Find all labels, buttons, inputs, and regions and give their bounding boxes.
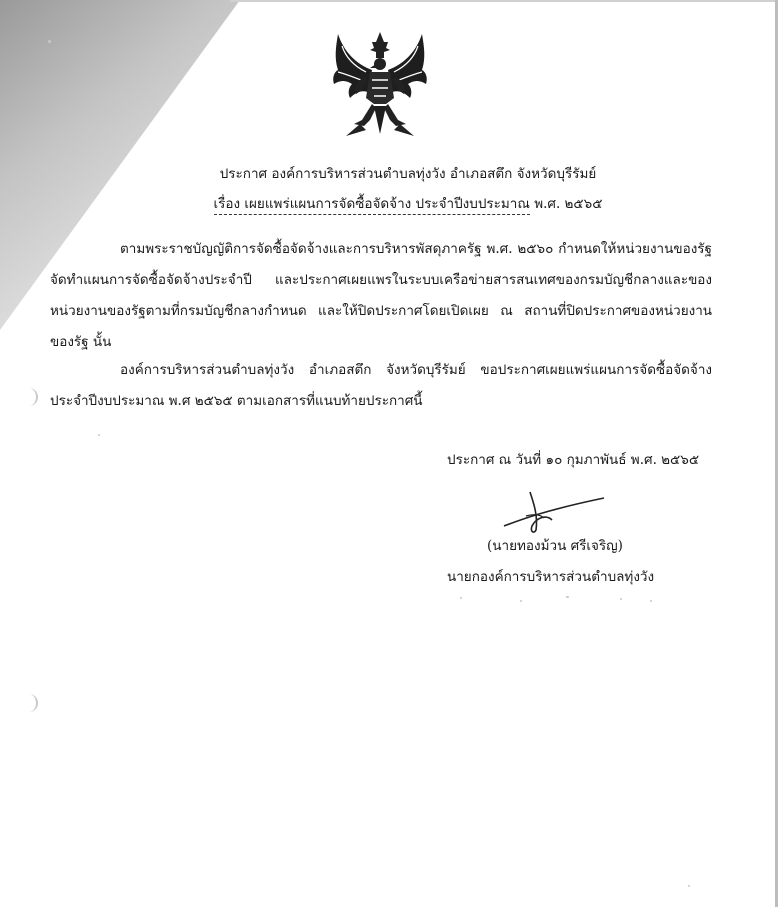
garuda-emblem-icon bbox=[326, 28, 434, 140]
body-paragraph-1: ตามพระราชบัญญัติการจัดซื้อจัดจ้างและการบริหารพัสดุภาครัฐ พ.ศ. ๒๕๖๐ กำหนดให้หน่วยงานของรัฐจัดทำแผนการจัดซื้อจัดจ้างประจำปี และประกาศเผยแพรในระบบเครือข่ายสารสนเทศของกรมบัญชีกลางและของหน่วยงานของรัฐตามที่กรมบัญชีกลางกำหนด และให้ปิดประกาศโดยเปิดเผย ณ สถานที่ปิดประกาศของหน่วยงานของรัฐ นั้น bbox=[50, 241, 712, 350]
title-divider bbox=[214, 214, 530, 215]
announcement-date: ประกาศ ณ วันที่ ๑๐ กุมภาพันธ์ พ.ศ. ๒๕๖๕ bbox=[447, 452, 700, 468]
punch-hole-mark bbox=[20, 694, 38, 712]
signatory-position: นายกองค์การบริหารส่วนตำบลทุ่งวัง bbox=[447, 569, 655, 585]
scan-speck bbox=[650, 600, 652, 602]
body-paragraph-2: องค์การบริหารส่วนตำบลทุ่งวัง อำเภอสตึก จังหวัดบุรีรัมย์ ขอประกาศเผยแพร่แผนการจัดซื้อจัดจ้างประจำปีงบประมาณ พ.ศ ๒๕๖๕ ตามเอกสารที่แนบท้ายประกาศนี้ bbox=[50, 362, 712, 409]
announcement-subject: เรื่อง เผยแพร่แผนการจัดซื้อจัดจ้าง ประจำปีงบประมาณ พ.ศ. ๒๕๖๕ bbox=[213, 196, 603, 212]
scan-speck bbox=[460, 597, 462, 599]
scan-top-edge bbox=[230, 0, 778, 2]
scan-speck bbox=[566, 596, 569, 598]
announcement-title: ประกาศ องค์การบริหารส่วนตำบลทุ่งวัง อำเภอสตึก จังหวัดบุรีรัมย์ bbox=[219, 166, 597, 182]
scan-speck bbox=[688, 885, 690, 887]
signatory-name: (นายทองม้วน ศรีเจริญ) bbox=[487, 538, 623, 554]
scan-speck bbox=[620, 598, 622, 600]
scan-speck bbox=[98, 434, 100, 436]
handwritten-signature bbox=[500, 490, 610, 536]
punch-hole-mark bbox=[20, 388, 38, 406]
scan-speck bbox=[48, 40, 51, 43]
scan-speck bbox=[520, 600, 522, 602]
